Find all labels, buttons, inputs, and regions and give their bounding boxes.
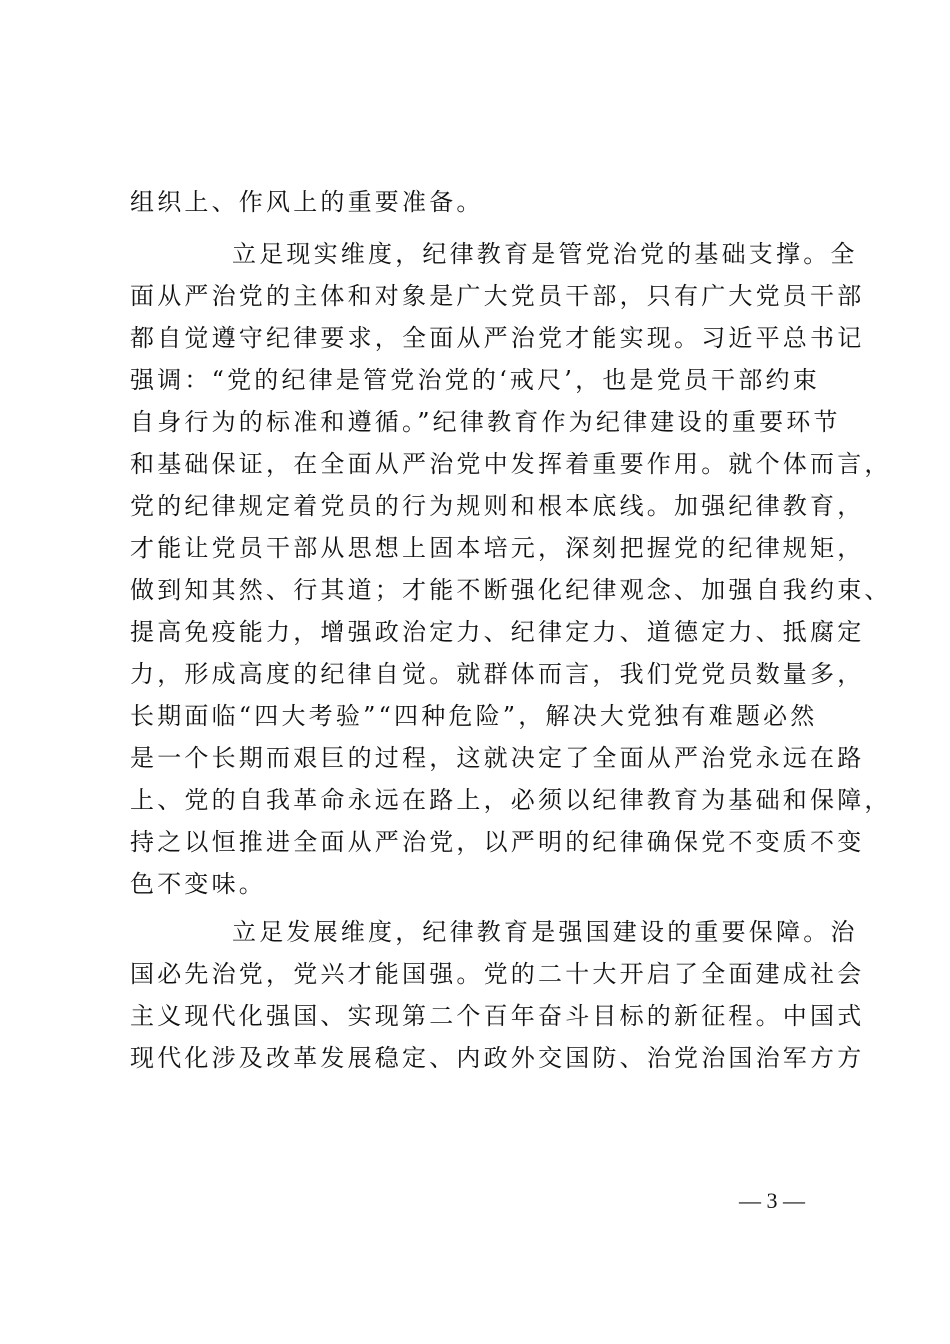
text-line: 现代化涉及改革发展稳定、内政外交国防、治党治国治军方方 [130, 1044, 865, 1072]
page-number: — 3 — [739, 1188, 805, 1213]
text-line: 提高免疫能力，增强政治定力、纪律定力、道德定力、抵腐定 [130, 618, 865, 646]
text-line: 长期面临“四大考验”“四种危险”，解决大党独有难题必然 [130, 702, 818, 730]
text-line: 才能让党员干部从思想上固本培元，深刻把握党的纪律规矩， [130, 534, 865, 562]
text-line: 主义现代化强国、实现第二个百年奋斗目标的新征程。中国式 [130, 1002, 865, 1030]
text-line: 强调：“党的纪律是管党治党的‘戒尺’，也是党员干部约束 [130, 366, 820, 394]
text-line: 力，形成高度的纪律自觉。就群体而言，我们党党员数量多， [130, 660, 865, 688]
text-line: 自身行为的标准和遵循。”纪律教育作为纪律建设的重要环节 [130, 408, 841, 436]
text-line: 组织上、作风上的重要准备。 [130, 188, 484, 216]
text-line: 都自觉遵守纪律要求，全面从严治党才能实现。习近平总书记 [130, 324, 865, 352]
text-line: 国必先治党，党兴才能国强。党的二十大开启了全面建成社会 [130, 960, 865, 988]
text-line: 色不变味。 [130, 870, 266, 898]
text-line: 党的纪律规定着党员的行为规则和根本底线。加强纪律教育， [130, 492, 865, 520]
text-line: 是一个长期而艰巨的过程，这就决定了全面从严治党永远在路 [130, 744, 865, 772]
text-line: 上、党的自我革命永远在路上，必须以纪律教育为基础和保障， [130, 786, 892, 814]
paragraph-first-line: 立足现实维度，纪律教育是管党治党的基础支撑。全 [232, 240, 858, 268]
text-line: 和基础保证，在全面从严治党中发挥着重要作用。就个体而言， [130, 450, 892, 478]
text-line: 面从严治党的主体和对象是广大党员干部，只有广大党员干部 [130, 282, 865, 310]
text-line: 做到知其然、行其道；才能不断强化纪律观念、加强自我约束、 [130, 576, 892, 604]
paragraph-first-line: 立足发展维度，纪律教育是强国建设的重要保障。治 [232, 918, 858, 946]
text-line: 持之以恒推进全面从严治党，以严明的纪律确保党不变质不变 [130, 828, 865, 856]
